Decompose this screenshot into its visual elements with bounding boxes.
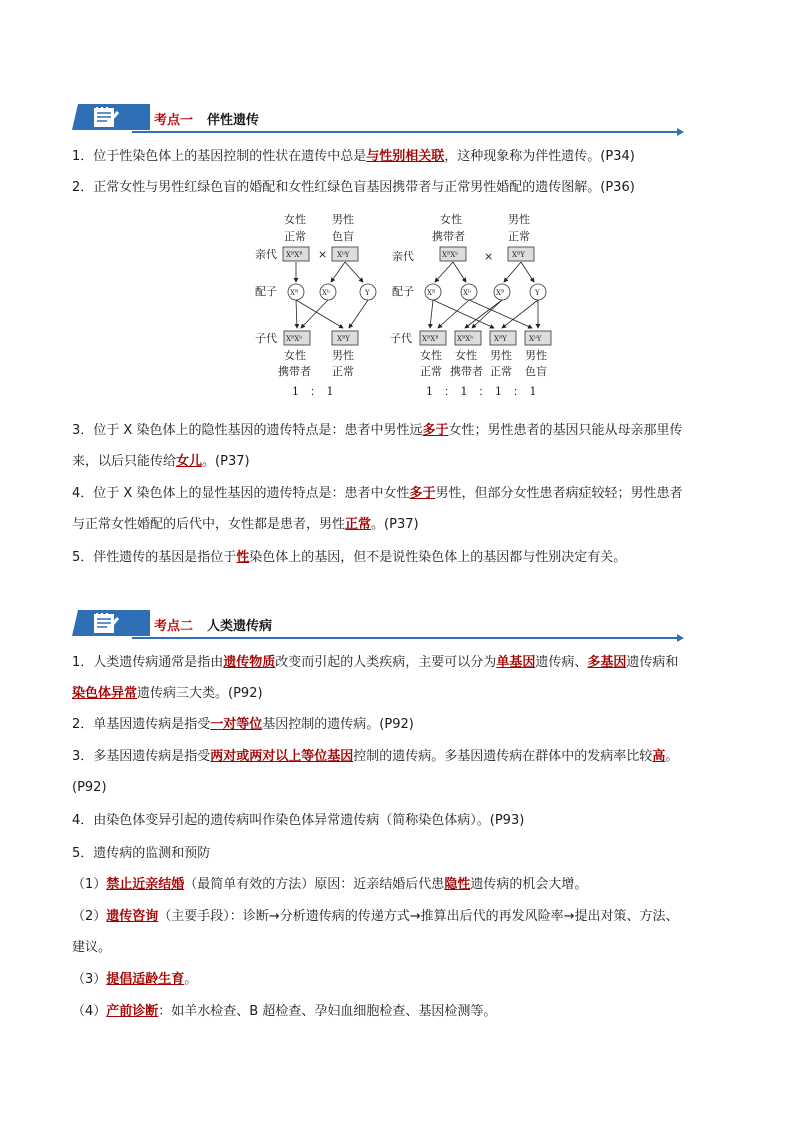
label: 携带者 [432,230,465,243]
paragraph-q1: 1．人类遗传病通常是指由遗传物质改变而引起的人类疾病，主要可以分为单基因遗传病、多基因遗传病和 [72,655,679,670]
genotype: XᴮXᴮ [422,335,439,343]
section-number: 考点一 [154,113,194,128]
rule-arrow [677,128,684,136]
label: 女性 [284,213,306,226]
left-cross [255,212,376,398]
genotype: XᴮXᵇ [286,335,303,343]
gamete: Y [365,289,370,297]
label: 男性 [508,213,530,226]
paragraph-q3: 3．多基因遗传病是指受两对或两对以上等位基因控制的遗传病。多基因遗传病在群体中的发病率比较高。 [72,749,679,764]
highlight: 染色体异常 [72,686,138,701]
section-number: 考点二 [154,619,194,634]
label: 正常 [420,365,442,378]
section-rule [132,131,680,133]
label: 女性 [284,349,306,362]
label: 色盲 [525,365,547,378]
paragraph-1: 1．位于性染色体上的基因控制的性状在遗传中总是与性别相关联，这种现象称为伴性遗传。(P34) [72,149,635,164]
paragraph-q1-cont: 染色体异常遗传病三大类。(P92) [72,686,263,701]
paragraph-q2: 2．单基因遗传病是指受一对等位基因控制的遗传病。(P92) [72,717,414,732]
paragraph-q5-2-cont: 建议。 [72,940,112,955]
generation-label: 配子 [392,285,414,298]
label: 男性 [490,349,512,362]
paragraph-3: 3．位于 X 染色体上的隐性基因的遗传特点是：患者中男性远多于女性；男性患者的基因只能从母亲那里传 [72,423,683,438]
highlight: 两对或两对以上等位基因 [210,749,354,764]
highlight: 隐性 [444,877,471,892]
inheritance-diagram [250,205,570,400]
label: 男性 [332,349,354,362]
highlight: 多基因 [587,655,627,670]
paragraph-q5-3: （3）提倡适龄生育。 [72,972,198,987]
label: 女性 [455,349,477,362]
label: 男性 [525,349,547,362]
genotype: XᵇY [529,335,542,343]
right-cross [390,212,551,398]
gamete: Xᴮ [427,289,436,297]
highlight: 遗传物质 [223,655,276,670]
paragraph-q5-2: （2）遗传咨询（主要手段）：诊断→分析遗传病的传递方式→推算出后代的再发风险率→提出对策、方法、 [72,909,679,924]
genotype: XᴮXᴮ [286,251,303,259]
highlight: 高 [652,749,666,764]
highlight: 提倡适龄生育 [106,972,185,987]
generation-label: 子代 [255,332,277,345]
paragraph-3-cont: 来，以后只能传给女儿。(P37) [72,454,250,469]
section-title [154,615,272,634]
section-title [154,109,259,128]
label: 正常 [284,230,306,243]
highlight: 产前诊断 [106,1004,159,1019]
highlight: 单基因 [496,655,536,670]
notepad-icon [72,104,150,132]
highlight: 与性别相关联 [366,149,445,164]
label: 正常 [508,230,530,243]
gamete: Xᵇ [463,289,471,297]
ratio: 1 ： 1 ： 1 ： 1 [426,385,537,398]
gamete: Xᴮ [290,289,299,297]
section-name: 伴性遗传 [207,113,260,128]
highlight: 多于 [409,486,436,501]
label: 男性 [332,213,354,226]
paragraph-q5-1: （1）禁止近亲结婚（最简单有效的方法）原因：近亲结婚后代患隐性遗传病的机会大增。 [72,877,588,892]
cross-symbol: × [318,248,328,261]
genotype: XᵇY [337,251,350,259]
rule-arrow [677,634,684,642]
genotype: XᴮY [494,335,507,343]
highlight: 性 [236,550,250,565]
paragraph-q5: 5．遗传病的监测和预防 [72,846,211,861]
genotype: XᴮXᵇ [442,251,459,259]
genotype: XᴮY [337,335,350,343]
highlight: 一对等位 [210,717,263,732]
paragraph-q5-4: （4）产前诊断：如羊水检查、B 超检查、孕妇血细胞检查、基因检测等。 [72,1004,497,1019]
paragraph-4-cont: 与正常女性婚配的后代中，女性都是患者，男性正常。(P37) [72,517,419,532]
highlight: 禁止近亲结婚 [106,877,185,892]
generation-label: 亲代 [255,248,277,261]
generation-label: 亲代 [392,250,414,263]
notepad-icon [72,610,150,638]
highlight: 正常 [345,517,372,532]
gamete: Xᴮ [496,289,505,297]
label: 携带者 [450,365,483,378]
paragraph-5: 5．伴性遗传的基因是指位于性染色体上的基因，但不是说性染色体上的基因都与性别决定有关。 [72,550,627,565]
label: 正常 [332,365,354,378]
genotype: XᴮXᵇ [457,335,474,343]
generation-label: 配子 [255,285,277,298]
paragraph-4: 4．位于 X 染色体上的显性基因的遗传特点是：患者中女性多于男性，但部分女性患者病症较轻；男性患者 [72,486,683,501]
paragraph-q4: 4．由染色体变异引起的遗传病叫作染色体异常遗传病（简称染色体病）。(P93) [72,813,525,828]
gamete: Xᵇ [322,289,330,297]
gamete: Y [535,289,540,297]
cross-symbol: × [484,250,494,263]
label: 正常 [490,365,512,378]
section-rule [132,637,680,639]
label: 女性 [420,349,442,362]
paragraph-q3-cont: (P92) [72,780,107,795]
genotype: XᴮY [512,251,525,259]
section-header-1 [72,104,680,134]
paragraph-2: 2．正常女性与男性红绿色盲的婚配和女性红绿色盲基因携带者与正常男性婚配的遗传图解。(P36) [72,180,635,195]
highlight: 多于 [422,423,449,438]
section-header-2 [72,610,680,640]
highlight: 女儿 [176,454,203,469]
generation-label: 子代 [390,332,412,345]
label: 女性 [440,213,462,226]
highlight: 遗传咨询 [106,909,159,924]
ratio: 1 ： 1 [292,385,334,398]
label: 色盲 [332,230,354,243]
label: 携带者 [278,365,311,378]
section-name: 人类遗传病 [207,619,273,634]
